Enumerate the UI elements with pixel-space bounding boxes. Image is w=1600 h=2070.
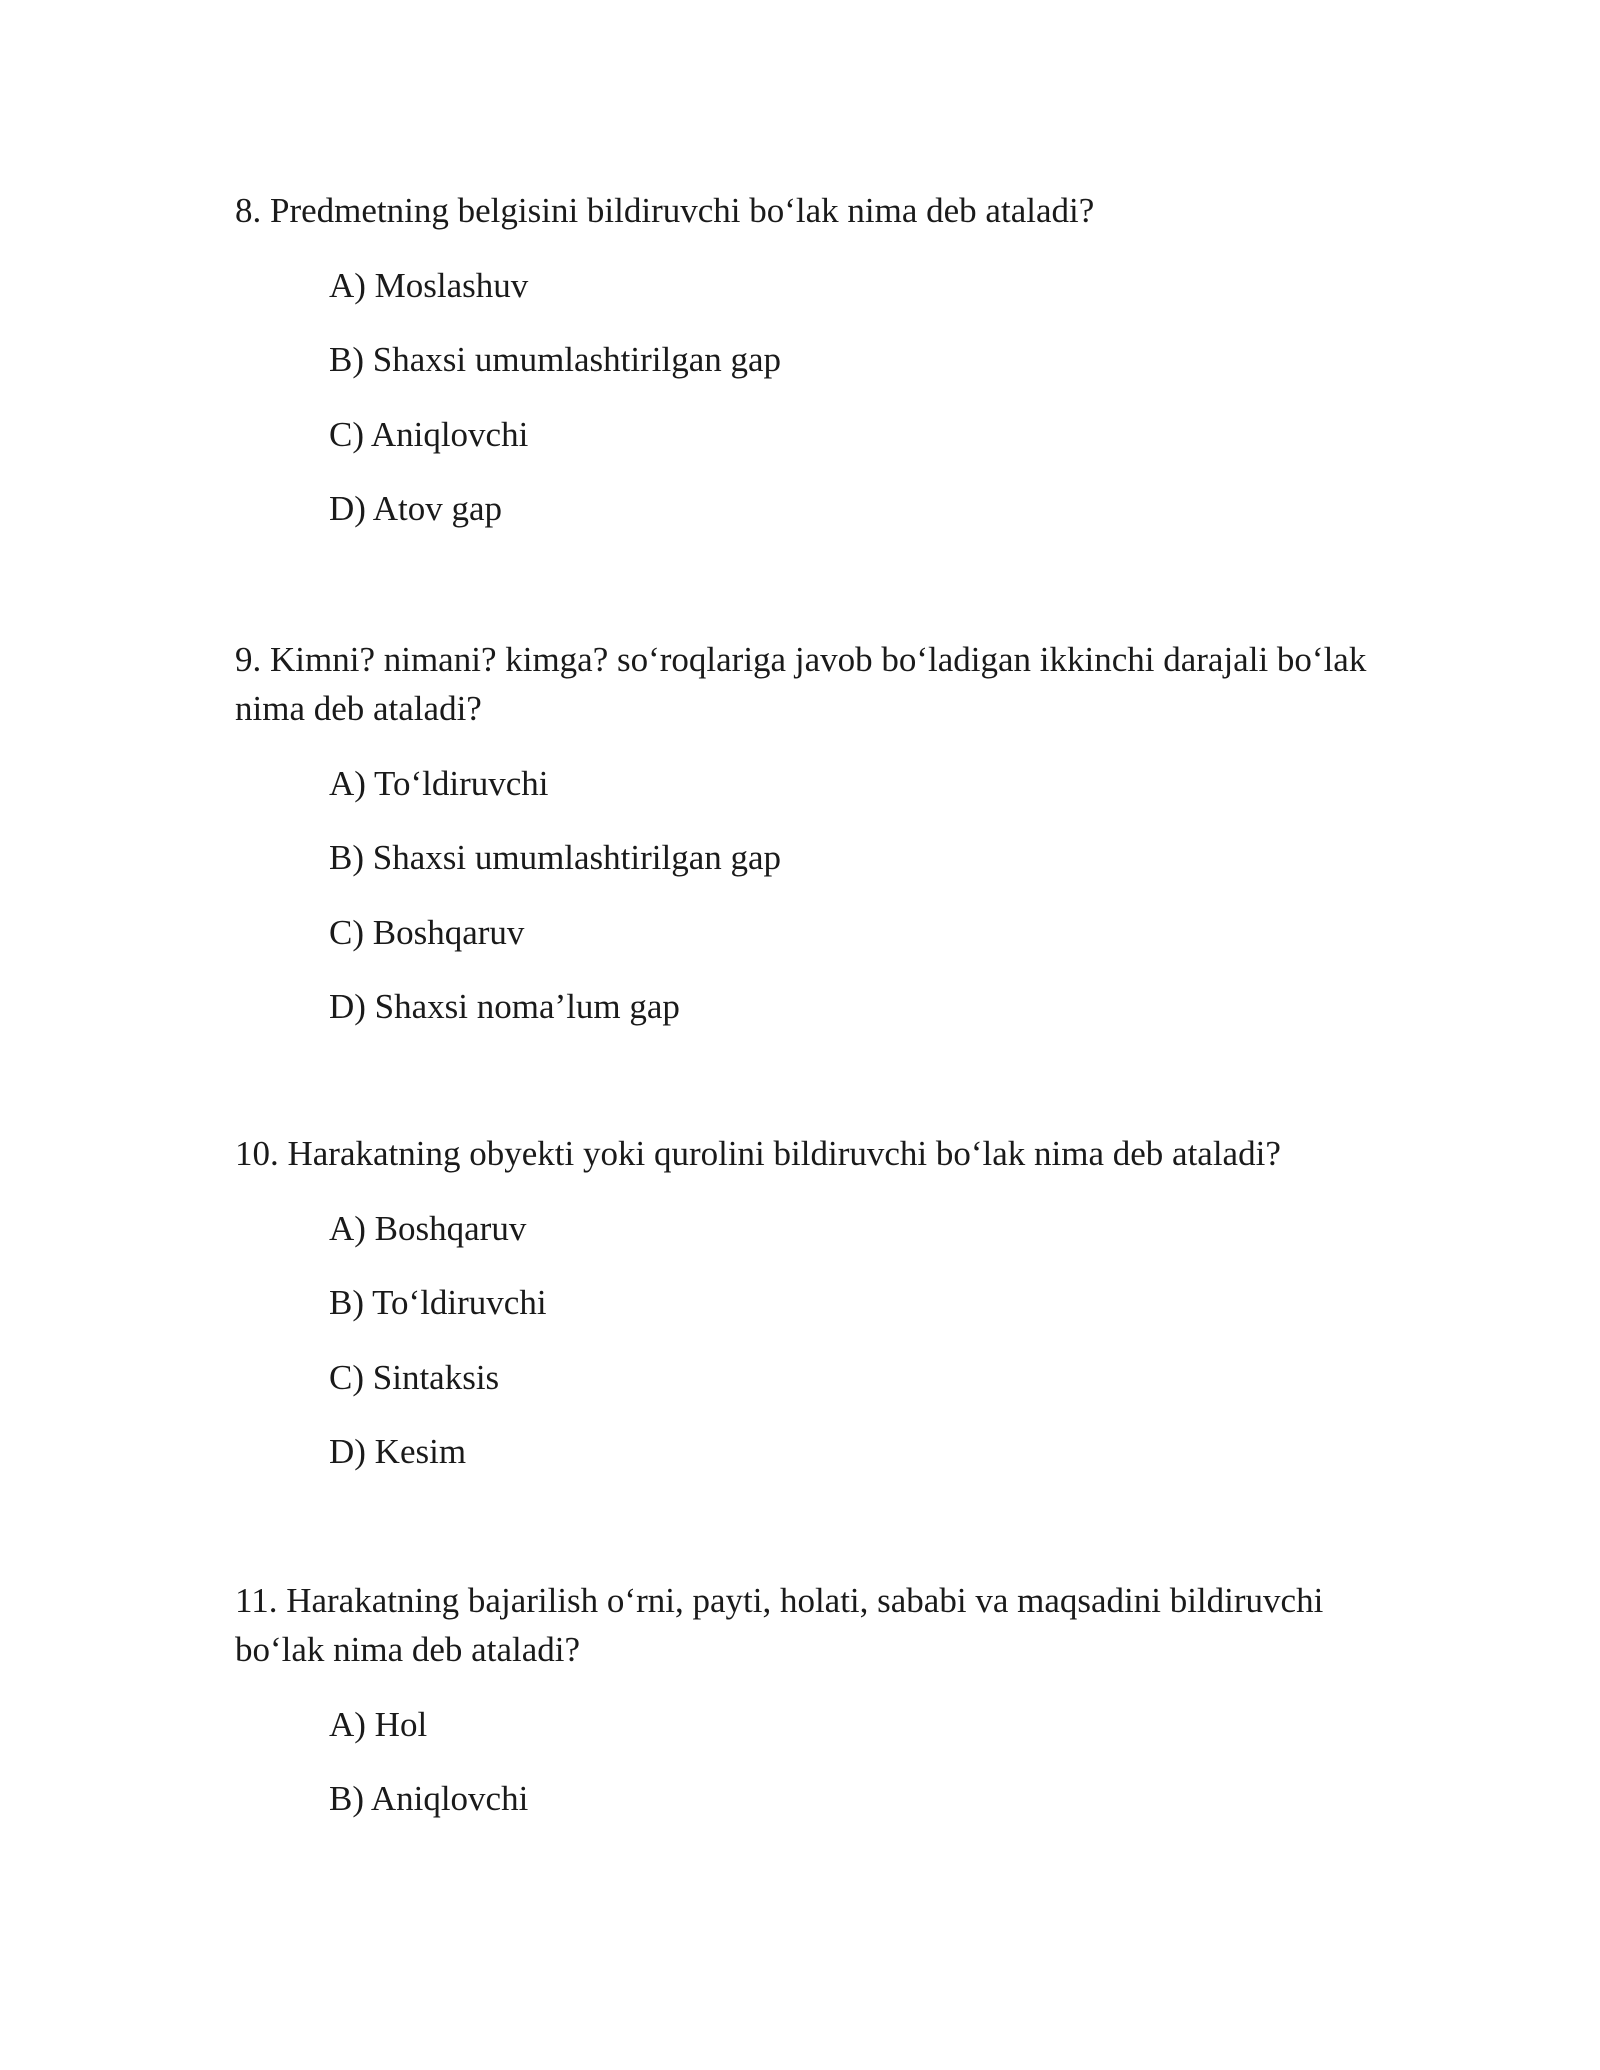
- question-9: [235, 635, 1375, 1031]
- question-text: 8. Predmetning belgisini bildiruvchi bo‘lak nima deb ataladi?: [235, 191, 1095, 230]
- option-d: D) Shaxsi noma’lum gap: [329, 987, 680, 1026]
- option-d: D) Kesim: [329, 1432, 467, 1471]
- option-a: A) Hol: [329, 1704, 428, 1744]
- question-8: [235, 186, 1375, 533]
- options-list: [235, 1204, 1375, 1477]
- options-list: [235, 759, 1375, 1032]
- question-text: 9. Kimni? nimani? kimga? so‘roqlariga javob bo‘ladigan ikkinchi darajali bo‘lak nima deb ataladi?: [235, 640, 1367, 728]
- options-list: [235, 1700, 1375, 1824]
- option-b: B) Aniqlovchi: [329, 1779, 529, 1818]
- option-b: B) Shaxsi umumlashtirilgan gap: [329, 838, 782, 877]
- option-d: D) Atov gap: [329, 489, 503, 528]
- option-b: B) Shaxsi umumlashtirilgan gap: [329, 340, 782, 379]
- question-text: 10. Harakatning obyekti yoki qurolini bildiruvchi bo‘lak nima deb ataladi?: [235, 1134, 1281, 1173]
- option-a: A) Boshqaruv: [329, 1208, 527, 1248]
- options-list: [235, 261, 1375, 534]
- question-text: 11. Harakatning bajarilish o‘rni, payti, holati, sababi va maqsadini bildiruvchi bo‘lak nima deb ataladi?: [235, 1581, 1324, 1669]
- question-10: [235, 1129, 1375, 1476]
- question-11: [235, 1576, 1375, 1823]
- option-c: C) Sintaksis: [329, 1357, 500, 1397]
- option-a: A) To‘ldiruvchi: [329, 763, 549, 803]
- option-a: A) Moslashuv: [329, 265, 529, 305]
- option-c: C) Boshqaruv: [329, 912, 525, 952]
- option-c: C) Aniqlovchi: [329, 414, 529, 454]
- option-b: B) To‘ldiruvchi: [329, 1283, 547, 1322]
